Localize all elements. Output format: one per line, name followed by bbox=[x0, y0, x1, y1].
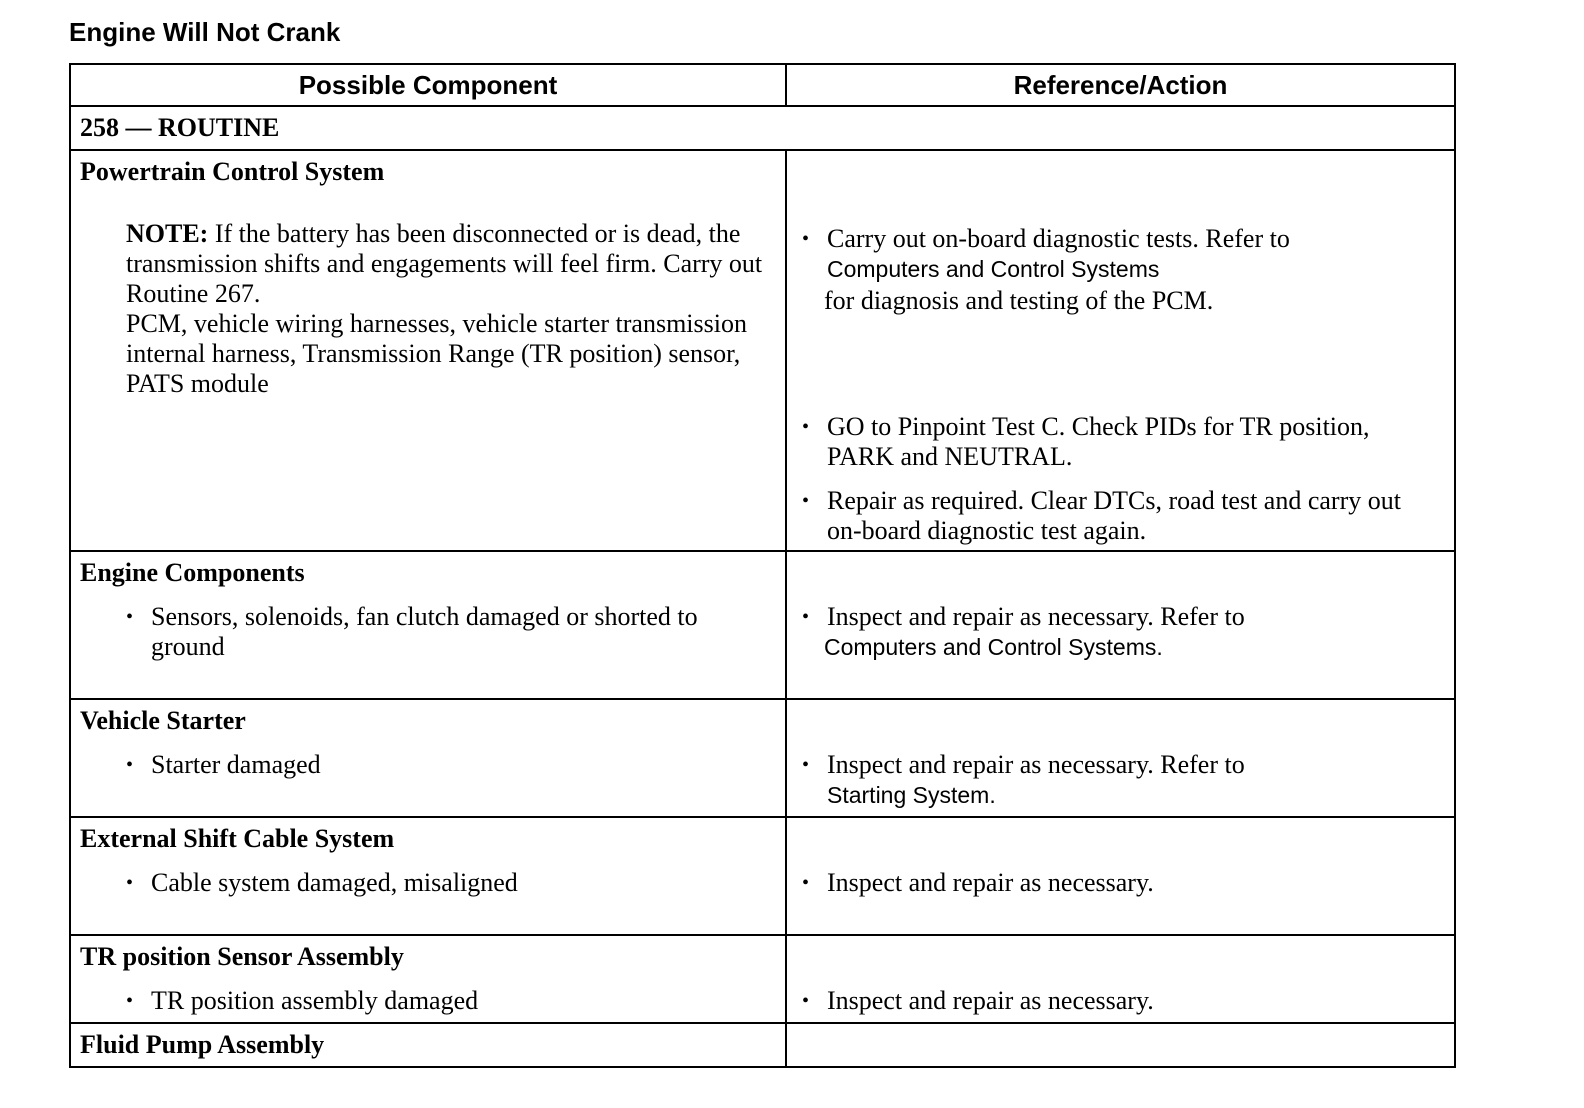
action-text: GO to Pinpoint Test C. Check PIDs for TR position, PARK and NEUTRAL. bbox=[827, 412, 1370, 471]
routine-label: 258 — ROUTINE bbox=[70, 106, 1455, 150]
reference-link-computers-control[interactable]: Computers and Control Systems. bbox=[824, 634, 1163, 660]
action-text-continued: for diagnosis and testing of the PCM. bbox=[824, 286, 1214, 315]
bullet-icon: • bbox=[802, 606, 810, 628]
list-item bbox=[802, 486, 1434, 546]
list-item bbox=[802, 986, 1434, 1016]
table-header-row bbox=[70, 64, 1455, 106]
cause-text: Starter damaged bbox=[151, 750, 321, 779]
component-cell bbox=[70, 699, 786, 817]
action-text: Inspect and repair as necessary. bbox=[827, 868, 1154, 897]
action-text: Repair as required. Clear DTCs, road test and carry out on-board diagnostic test again. bbox=[827, 486, 1401, 545]
list-item bbox=[802, 602, 1434, 632]
bullet-icon: • bbox=[802, 754, 810, 776]
diagnostic-table bbox=[69, 63, 1456, 1068]
bullet-icon: • bbox=[126, 754, 134, 776]
bullet-icon: • bbox=[126, 990, 134, 1012]
action-cell bbox=[786, 935, 1455, 1023]
cause-text: Sensors, solenoids, fan clutch damaged or shorted to ground bbox=[151, 602, 698, 661]
bullet-icon: • bbox=[802, 228, 810, 250]
note-items: PCM, vehicle wiring harnesses, vehicle starter transmission internal harness, Transmission Range (TR position) sensor, PATS module bbox=[126, 309, 747, 398]
component-name: Vehicle Starter bbox=[80, 706, 246, 735]
page-title: Engine Will Not Crank bbox=[69, 17, 341, 47]
list-item bbox=[126, 868, 765, 898]
reference-link-computers-control[interactable]: Computers and Control Systems bbox=[827, 256, 1160, 282]
action-text: Inspect and repair as necessary. Refer to bbox=[827, 602, 1245, 631]
table-row bbox=[70, 150, 1455, 551]
list-item bbox=[126, 602, 765, 662]
component-cell bbox=[70, 551, 786, 699]
note-paragraph bbox=[126, 219, 765, 309]
component-name: Engine Components bbox=[80, 558, 305, 587]
list-item bbox=[802, 224, 1434, 284]
action-cell bbox=[786, 551, 1455, 699]
list-item bbox=[802, 750, 1434, 810]
bullet-icon: • bbox=[802, 416, 810, 438]
table-row bbox=[70, 551, 1455, 699]
component-cell bbox=[70, 817, 786, 935]
cause-text: TR position assembly damaged bbox=[151, 986, 479, 1015]
table-row bbox=[70, 699, 1455, 817]
action-text: Carry out on-board diagnostic tests. Refer to bbox=[827, 224, 1290, 253]
cause-text: Cable system damaged, misaligned bbox=[151, 868, 518, 897]
component-cell bbox=[70, 935, 786, 1023]
component-name: Fluid Pump Assembly bbox=[80, 1030, 325, 1059]
action-text: Inspect and repair as necessary. Refer to bbox=[827, 750, 1245, 779]
bullet-icon: • bbox=[126, 872, 134, 894]
routine-row bbox=[70, 106, 1455, 150]
component-cell bbox=[70, 1023, 786, 1067]
list-item bbox=[802, 412, 1434, 472]
component-name: Powertrain Control System bbox=[80, 157, 385, 186]
list-item bbox=[126, 986, 765, 1016]
column-header-reference-action: Reference/Action bbox=[786, 64, 1455, 106]
component-cell bbox=[70, 150, 786, 551]
table-row bbox=[70, 935, 1455, 1023]
reference-link-starting-system[interactable]: Starting System. bbox=[827, 782, 996, 808]
action-cell bbox=[786, 150, 1455, 551]
note-text: If the battery has been disconnected or is dead, the transmission shifts and engagements will feel firm. Carry out Routine 267. bbox=[126, 219, 763, 308]
list-item bbox=[802, 868, 1434, 898]
table-row bbox=[70, 817, 1455, 935]
component-name: External Shift Cable System bbox=[80, 824, 395, 853]
bullet-icon: • bbox=[802, 490, 810, 512]
bullet-icon: • bbox=[802, 990, 810, 1012]
component-name: TR position Sensor Assembly bbox=[80, 942, 404, 971]
column-header-possible-component: Possible Component bbox=[70, 64, 786, 106]
action-cell bbox=[786, 1023, 1455, 1067]
action-text: Inspect and repair as necessary. bbox=[827, 986, 1154, 1015]
action-cell bbox=[786, 699, 1455, 817]
note-block bbox=[126, 219, 765, 399]
bullet-icon: • bbox=[126, 606, 134, 628]
list-item bbox=[126, 750, 765, 780]
bullet-icon: • bbox=[802, 872, 810, 894]
table-row bbox=[70, 1023, 1455, 1067]
note-label: NOTE: bbox=[126, 219, 209, 248]
action-cell bbox=[786, 817, 1455, 935]
